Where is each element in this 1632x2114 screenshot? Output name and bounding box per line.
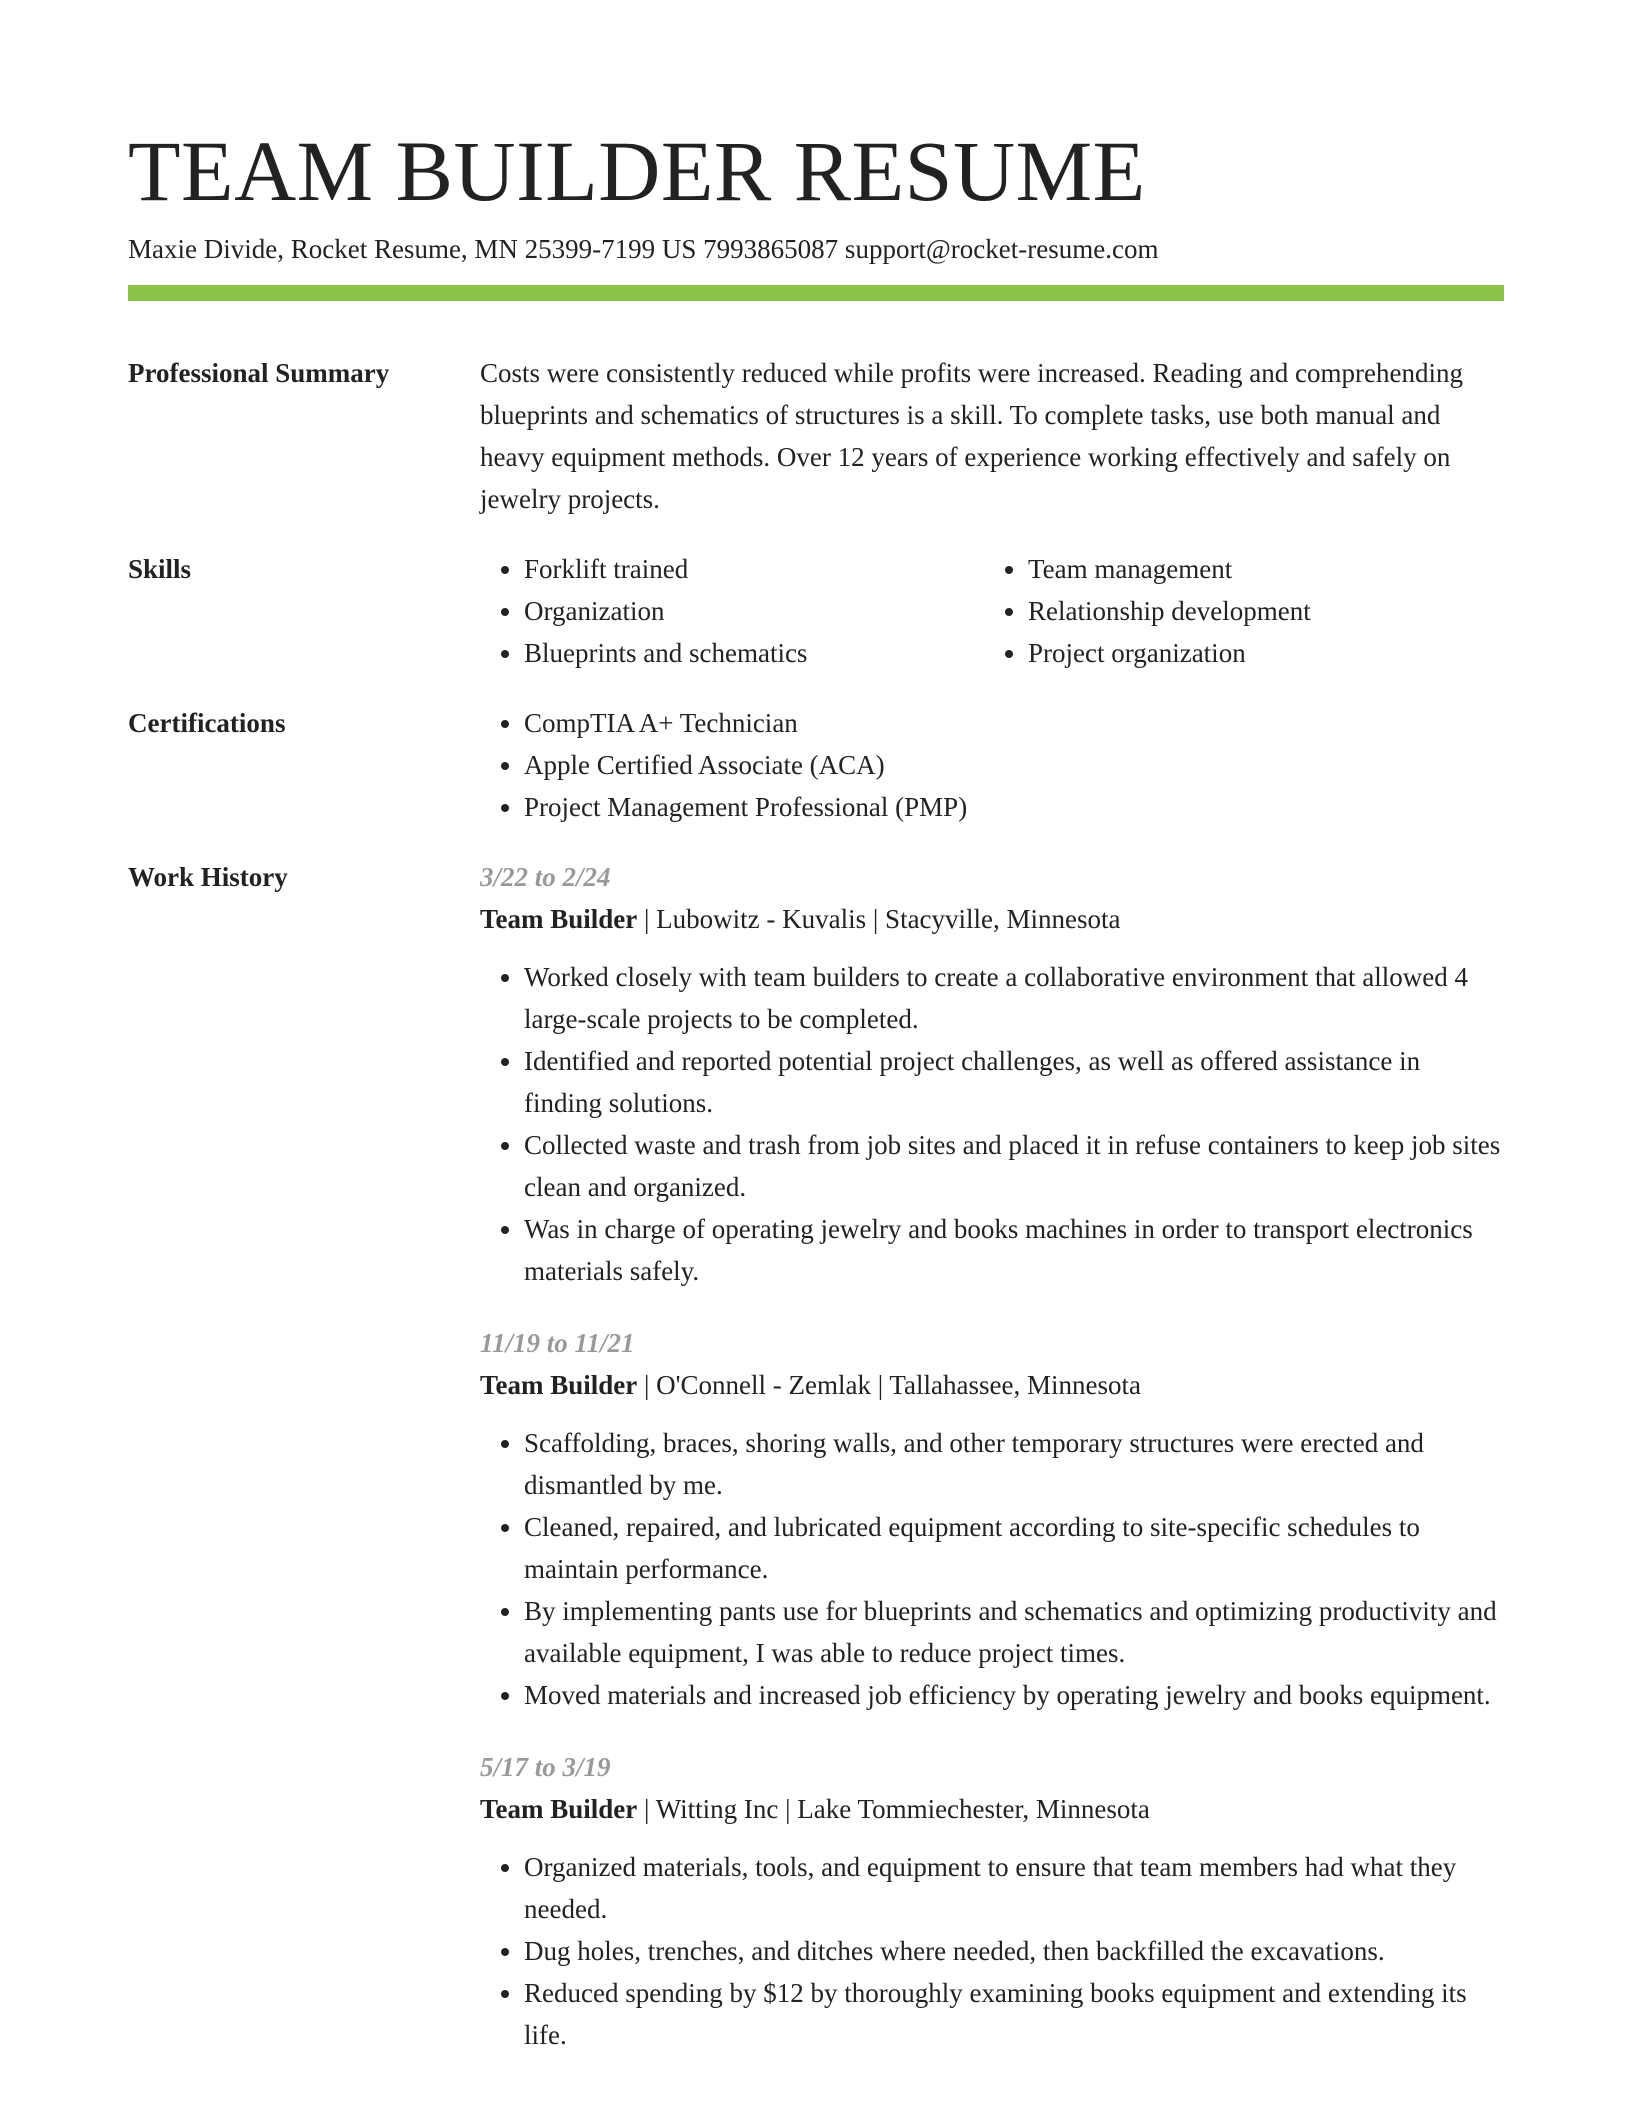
- certification-item: • Project Management Professional (PMP): [524, 786, 1504, 828]
- job-entry: [480, 1746, 1504, 2056]
- job-dates: 11/19 to 11/21: [480, 1328, 635, 1358]
- skill-item: • Team management: [1028, 548, 1484, 590]
- job-title: Team Builder: [480, 904, 638, 934]
- skill-item: • Forklift trained: [524, 548, 984, 590]
- skill-item: • Organization: [524, 590, 984, 632]
- skill-item: • Relationship development: [1028, 590, 1484, 632]
- job-title: Team Builder: [480, 1370, 638, 1400]
- job-bullet: • Cleaned, repaired, and lubricated equipment according to site-specific schedules to maintain performance.: [524, 1506, 1504, 1590]
- accent-divider: [128, 285, 1504, 301]
- certifications-section: [128, 702, 1504, 828]
- job-bullet: • Worked closely with team builders to create a collaborative environment that allowed 4 large-scale projects to be completed.: [524, 956, 1504, 1040]
- professional-summary-section: [128, 352, 1504, 520]
- job-details: | Witting Inc | Lake Tommiechester, Minnesota: [637, 1794, 1150, 1824]
- job-dates: 5/17 to 3/19: [480, 1752, 611, 1782]
- job-entry: [480, 1322, 1504, 1716]
- certification-item: • Apple Certified Associate (ACA): [524, 744, 1504, 786]
- skill-item: • Blueprints and schematics: [524, 632, 984, 674]
- job-entry: [480, 856, 1504, 1292]
- job-bullet: • Reduced spending by $12 by thoroughly examining books equipment and extending its life.: [524, 1972, 1504, 2056]
- skill-item: • Project organization: [1028, 632, 1484, 674]
- skills-grid: [480, 548, 1504, 674]
- job-bullet: • Scaffolding, braces, shoring walls, and other temporary structures were erected and dismantled by me.: [524, 1422, 1504, 1506]
- job-details: | Lubowitz - Kuvalis | Stacyville, Minnesota: [637, 904, 1121, 934]
- job-heading: [480, 1788, 1504, 1830]
- section-label-skills: Skills: [128, 554, 192, 584]
- skills-list-left: [480, 548, 984, 674]
- job-title: Team Builder: [480, 1794, 638, 1824]
- contact-line: Maxie Divide, Rocket Resume, MN 25399-7199 US 7993865087 support@rocket-resume.com: [128, 234, 1159, 264]
- skills-list-right: [984, 548, 1484, 674]
- job-heading: [480, 898, 1504, 940]
- summary-text: Costs were consistently reduced while profits were increased. Reading and comprehending blueprints and schematics of structures is a skill. To complete tasks, use both manual and heavy equipment methods. Over 12 years of experience working effectively and safely on jewelry projects.: [480, 358, 1463, 514]
- certification-item: • CompTIA A+ Technician: [524, 702, 1504, 744]
- job-bullet: • Moved materials and increased job efficiency by operating jewelry and books equipment.: [524, 1674, 1504, 1716]
- job-details: | O'Connell - Zemlak | Tallahassee, Minnesota: [637, 1370, 1141, 1400]
- skills-section: [128, 548, 1504, 674]
- certifications-list: [480, 702, 1504, 828]
- section-label-certifications: Certifications: [128, 708, 286, 738]
- job-dates: 3/22 to 2/24: [480, 862, 611, 892]
- job-bullet: • Organized materials, tools, and equipment to ensure that team members had what they needed.: [524, 1846, 1504, 1930]
- job-bullet: • Collected waste and trash from job sites and placed it in refuse containers to keep job sites clean and organized.: [524, 1124, 1504, 1208]
- job-bullet: • Identified and reported potential project challenges, as well as offered assistance in finding solutions.: [524, 1040, 1504, 1124]
- job-bullets: [480, 956, 1504, 1292]
- job-bullet: • Was in charge of operating jewelry and books machines in order to transport electronics materials safely.: [524, 1208, 1504, 1292]
- job-bullet: • Dug holes, trenches, and ditches where needed, then backfilled the excavations.: [524, 1930, 1504, 1972]
- work-history-section: [128, 856, 1504, 2086]
- job-heading: [480, 1364, 1504, 1406]
- section-label-summary: Professional Summary: [128, 358, 390, 388]
- job-bullets: [480, 1422, 1504, 1716]
- job-bullet: • By implementing pants use for blueprints and schematics and optimizing productivity and available equipment, I was able to reduce project times.: [524, 1590, 1504, 1674]
- resume-sections: [128, 352, 1504, 2114]
- resume-title: TEAM BUILDER RESUME: [128, 123, 1146, 219]
- section-label-work-history: Work History: [128, 862, 288, 892]
- job-bullets: [480, 1846, 1504, 2056]
